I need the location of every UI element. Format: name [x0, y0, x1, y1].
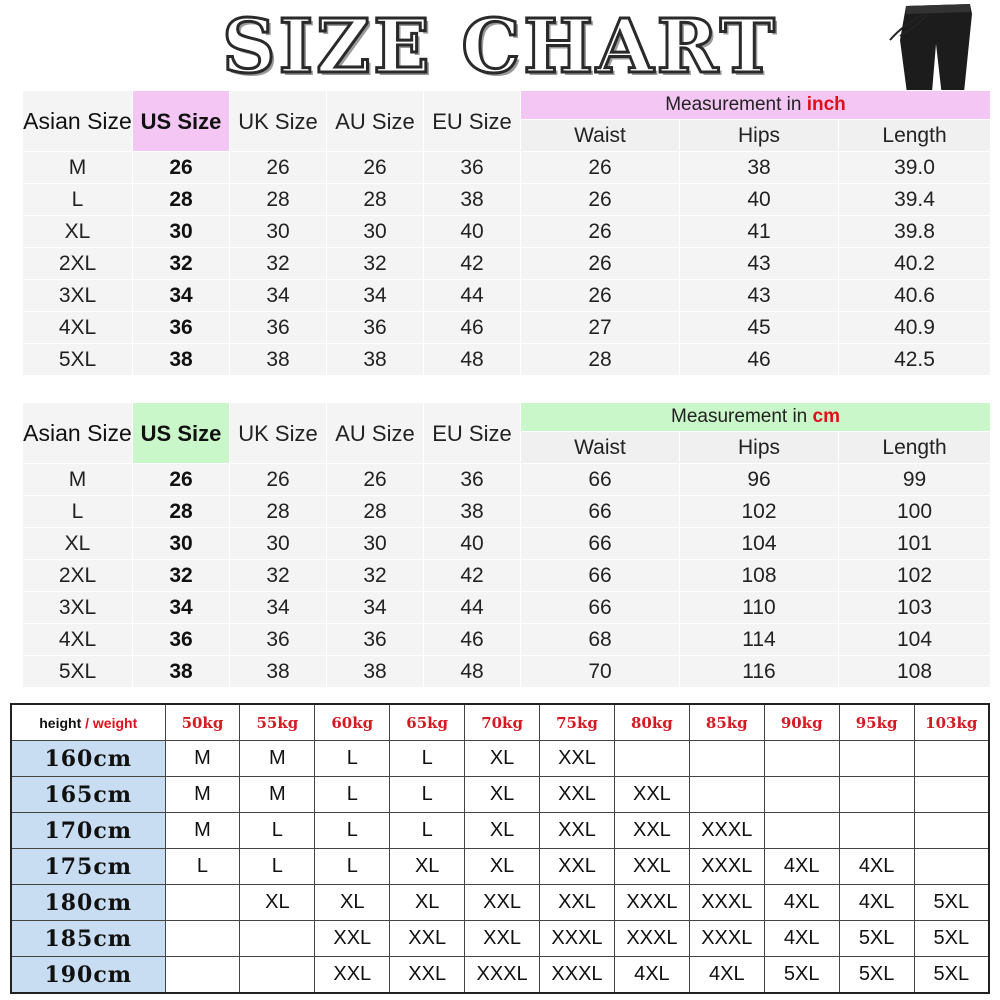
cell-asian-size: M — [23, 152, 133, 184]
cell-asian-size: L — [23, 184, 133, 216]
cell-asian-size: XL — [23, 216, 133, 248]
measurement-prefix: Measurement in — [671, 406, 813, 428]
cell-us-size: 34 — [133, 592, 230, 624]
cell-waist: 26 — [521, 248, 680, 280]
cell-hips: 43 — [680, 280, 839, 312]
cell-length: 99 — [839, 464, 991, 496]
size-cell: 4XL — [839, 885, 914, 921]
size-cell: XXXL — [540, 921, 615, 957]
cell-us-size: 32 — [133, 560, 230, 592]
size-cell: XXXL — [614, 921, 689, 957]
cell-us-size: 26 — [133, 152, 230, 184]
size-cell: XXL — [540, 741, 615, 777]
table-row — [23, 216, 991, 248]
cell-waist: 28 — [521, 344, 680, 376]
table-row — [23, 248, 991, 280]
cell-length: 40.6 — [839, 280, 991, 312]
size-cell: XXL — [465, 885, 540, 921]
cell-asian-size: 3XL — [23, 280, 133, 312]
size-cell: M — [165, 741, 240, 777]
header-length: Length — [839, 432, 991, 464]
height-weight-table — [10, 703, 990, 994]
size-cell: XL — [465, 849, 540, 885]
cell-waist: 66 — [521, 592, 680, 624]
cell-uk-size: 28 — [230, 184, 327, 216]
cell-length: 108 — [839, 656, 991, 688]
weight-header: 95kg — [839, 704, 914, 741]
weight-header: 80kg — [614, 704, 689, 741]
size-cell: 5XL — [914, 957, 989, 994]
cell-hips: 38 — [680, 152, 839, 184]
size-cell: 4XL — [839, 849, 914, 885]
size-cell: XXL — [540, 885, 615, 921]
size-cell: L — [390, 813, 465, 849]
cell-us-size: 36 — [133, 312, 230, 344]
cell-eu-size: 36 — [424, 464, 521, 496]
cell-au-size: 28 — [327, 496, 424, 528]
cell-hips: 46 — [680, 344, 839, 376]
cell-hips: 45 — [680, 312, 839, 344]
weight-header: 70kg — [465, 704, 540, 741]
size-cell: M — [240, 777, 315, 813]
size-cell: 5XL — [914, 885, 989, 921]
cell-uk-size: 36 — [230, 312, 327, 344]
cell-us-size: 28 — [133, 496, 230, 528]
size-cell — [914, 813, 989, 849]
size-cell — [839, 777, 914, 813]
header-eu-size: EU Size — [424, 91, 521, 152]
header-au-size: AU Size — [327, 403, 424, 464]
size-table-inch — [22, 90, 991, 376]
cell-eu-size: 46 — [424, 312, 521, 344]
cell-us-size: 38 — [133, 656, 230, 688]
table-row — [11, 921, 989, 957]
size-cell — [914, 777, 989, 813]
header-measurement-cm — [521, 403, 991, 432]
cell-uk-size: 34 — [230, 280, 327, 312]
height-label: 185cm — [11, 921, 165, 957]
size-cell: XXL — [540, 777, 615, 813]
cell-length: 40.9 — [839, 312, 991, 344]
size-cell: 4XL — [689, 957, 764, 994]
table-row — [23, 464, 991, 496]
cell-waist: 70 — [521, 656, 680, 688]
cell-asian-size: 2XL — [23, 248, 133, 280]
size-cell — [914, 849, 989, 885]
header-asian-size: Asian Size — [23, 91, 133, 152]
size-cell: XL — [465, 777, 540, 813]
header-uk-size: UK Size — [230, 91, 327, 152]
size-cell — [839, 741, 914, 777]
size-cell: XXXL — [689, 885, 764, 921]
cell-uk-size: 32 — [230, 560, 327, 592]
cell-asian-size: 5XL — [23, 656, 133, 688]
measurement-unit: cm — [812, 406, 840, 428]
size-cell: 5XL — [839, 921, 914, 957]
cell-eu-size: 42 — [424, 248, 521, 280]
height-label: 190cm — [11, 957, 165, 994]
size-cell: L — [315, 849, 390, 885]
page-title: SIZE CHART — [222, 4, 778, 90]
size-cell: L — [390, 741, 465, 777]
weight-header: 85kg — [689, 704, 764, 741]
cell-uk-size: 38 — [230, 344, 327, 376]
header-waist: Waist — [521, 432, 680, 464]
table-row — [11, 813, 989, 849]
size-cell: XXXL — [689, 921, 764, 957]
size-cell: XXL — [540, 813, 615, 849]
cell-hips: 41 — [680, 216, 839, 248]
cell-waist: 68 — [521, 624, 680, 656]
size-cell: M — [240, 741, 315, 777]
cell-us-size: 38 — [133, 344, 230, 376]
cell-waist: 66 — [521, 464, 680, 496]
size-cell: 4XL — [614, 957, 689, 994]
weight-header: 55kg — [240, 704, 315, 741]
size-cell — [689, 777, 764, 813]
cell-eu-size: 48 — [424, 344, 521, 376]
size-cell: L — [315, 813, 390, 849]
weight-header: 60kg — [315, 704, 390, 741]
cell-length: 39.4 — [839, 184, 991, 216]
cell-au-size: 30 — [327, 528, 424, 560]
corner-separator: / — [81, 714, 93, 731]
size-cell: L — [240, 813, 315, 849]
height-label: 170cm — [11, 813, 165, 849]
weight-header: 103kg — [914, 704, 989, 741]
size-cell: 4XL — [764, 849, 839, 885]
cell-length: 104 — [839, 624, 991, 656]
cell-asian-size: 3XL — [23, 592, 133, 624]
cell-hips: 114 — [680, 624, 839, 656]
height-label: 175cm — [11, 849, 165, 885]
size-cell — [914, 741, 989, 777]
cell-eu-size: 48 — [424, 656, 521, 688]
cell-asian-size: M — [23, 464, 133, 496]
cell-eu-size: 40 — [424, 216, 521, 248]
size-cell: 5XL — [764, 957, 839, 994]
cell-length: 40.2 — [839, 248, 991, 280]
table-row — [23, 560, 991, 592]
cell-hips: 40 — [680, 184, 839, 216]
cell-au-size: 28 — [327, 184, 424, 216]
cell-uk-size: 32 — [230, 248, 327, 280]
size-cell: M — [165, 777, 240, 813]
cell-eu-size: 38 — [424, 496, 521, 528]
table-row — [23, 496, 991, 528]
size-cell: L — [165, 849, 240, 885]
table-row — [23, 344, 991, 376]
size-cell: 5XL — [839, 957, 914, 994]
corner-height-label: height — [39, 714, 82, 731]
cell-us-size: 30 — [133, 528, 230, 560]
cell-asian-size: 4XL — [23, 624, 133, 656]
size-cell: L — [240, 849, 315, 885]
size-cell: XXL — [390, 957, 465, 994]
weight-header: 75kg — [540, 704, 615, 741]
cell-asian-size: 5XL — [23, 344, 133, 376]
cell-waist: 66 — [521, 528, 680, 560]
header-eu-size: EU Size — [424, 403, 521, 464]
table-row — [11, 957, 989, 994]
size-cell: XXL — [614, 777, 689, 813]
measurement-prefix: Measurement in — [665, 94, 807, 116]
table-row — [23, 592, 991, 624]
cell-us-size: 32 — [133, 248, 230, 280]
cell-eu-size: 46 — [424, 624, 521, 656]
size-cell: L — [315, 777, 390, 813]
cell-au-size: 32 — [327, 248, 424, 280]
header-waist: Waist — [521, 120, 680, 152]
size-cell: 4XL — [764, 885, 839, 921]
cell-length: 102 — [839, 560, 991, 592]
size-cell: XXXL — [465, 957, 540, 994]
size-cell: XXXL — [689, 813, 764, 849]
cell-waist: 26 — [521, 152, 680, 184]
cell-eu-size: 40 — [424, 528, 521, 560]
size-cell — [165, 957, 240, 994]
size-cell — [240, 921, 315, 957]
header-uk-size: UK Size — [230, 403, 327, 464]
size-cell — [689, 741, 764, 777]
cell-waist: 66 — [521, 560, 680, 592]
cell-eu-size: 44 — [424, 280, 521, 312]
height-weight-corner — [11, 704, 165, 741]
cell-us-size: 34 — [133, 280, 230, 312]
cell-au-size: 30 — [327, 216, 424, 248]
size-cell: XL — [465, 813, 540, 849]
cell-asian-size: 2XL — [23, 560, 133, 592]
table-row — [23, 624, 991, 656]
size-cell: XL — [465, 741, 540, 777]
cell-waist: 66 — [521, 496, 680, 528]
cell-eu-size: 44 — [424, 592, 521, 624]
cell-waist: 26 — [521, 280, 680, 312]
header-asian-size: Asian Size — [23, 403, 133, 464]
cell-eu-size: 38 — [424, 184, 521, 216]
cell-hips: 43 — [680, 248, 839, 280]
size-cell — [839, 813, 914, 849]
cell-waist: 26 — [521, 216, 680, 248]
cell-us-size: 26 — [133, 464, 230, 496]
cell-uk-size: 34 — [230, 592, 327, 624]
cell-us-size: 30 — [133, 216, 230, 248]
header-hips: Hips — [680, 432, 839, 464]
corner-weight-label: weight — [92, 714, 138, 731]
cell-eu-size: 42 — [424, 560, 521, 592]
table-row — [23, 184, 991, 216]
table-row — [23, 152, 991, 184]
size-cell: XXXL — [540, 957, 615, 994]
cell-hips: 110 — [680, 592, 839, 624]
header-au-size: AU Size — [327, 91, 424, 152]
size-cell: 4XL — [764, 921, 839, 957]
cell-length: 101 — [839, 528, 991, 560]
size-cell: XXL — [614, 849, 689, 885]
table-row — [23, 656, 991, 688]
height-label: 160cm — [11, 741, 165, 777]
cell-uk-size: 26 — [230, 464, 327, 496]
cell-uk-size: 30 — [230, 216, 327, 248]
header-measurement-inch — [521, 91, 991, 120]
cell-au-size: 38 — [327, 656, 424, 688]
table-row — [23, 280, 991, 312]
cell-waist: 26 — [521, 184, 680, 216]
cell-asian-size: XL — [23, 528, 133, 560]
cell-hips: 96 — [680, 464, 839, 496]
size-cell — [165, 885, 240, 921]
cell-uk-size: 30 — [230, 528, 327, 560]
cell-asian-size: L — [23, 496, 133, 528]
cell-hips: 108 — [680, 560, 839, 592]
size-cell: XXL — [315, 957, 390, 994]
cell-asian-size: 4XL — [23, 312, 133, 344]
cell-length: 103 — [839, 592, 991, 624]
cell-waist: 27 — [521, 312, 680, 344]
size-cell — [240, 957, 315, 994]
cell-uk-size: 26 — [230, 152, 327, 184]
cell-eu-size: 36 — [424, 152, 521, 184]
cell-au-size: 36 — [327, 624, 424, 656]
cell-au-size: 34 — [327, 280, 424, 312]
header-us-size: US Size — [133, 403, 230, 464]
table-row — [23, 528, 991, 560]
size-cell: XL — [240, 885, 315, 921]
size-cell: XL — [315, 885, 390, 921]
header-length: Length — [839, 120, 991, 152]
size-cell: XXL — [614, 813, 689, 849]
cell-us-size: 36 — [133, 624, 230, 656]
cell-au-size: 26 — [327, 152, 424, 184]
cell-length: 39.8 — [839, 216, 991, 248]
size-cell — [165, 921, 240, 957]
cell-length: 39.0 — [839, 152, 991, 184]
size-table-cm — [22, 402, 991, 688]
size-cell — [614, 741, 689, 777]
size-cell: XL — [390, 849, 465, 885]
size-cell — [764, 777, 839, 813]
size-cell: 5XL — [914, 921, 989, 957]
cell-au-size: 32 — [327, 560, 424, 592]
cell-length: 100 — [839, 496, 991, 528]
cell-au-size: 26 — [327, 464, 424, 496]
cell-uk-size: 28 — [230, 496, 327, 528]
weight-header: 90kg — [764, 704, 839, 741]
table-row — [11, 849, 989, 885]
cell-hips: 102 — [680, 496, 839, 528]
cell-au-size: 34 — [327, 592, 424, 624]
cell-us-size: 28 — [133, 184, 230, 216]
size-cell: XXXL — [689, 849, 764, 885]
size-cell: XXL — [315, 921, 390, 957]
cell-uk-size: 36 — [230, 624, 327, 656]
cell-au-size: 36 — [327, 312, 424, 344]
cell-hips: 116 — [680, 656, 839, 688]
cell-hips: 104 — [680, 528, 839, 560]
table-row — [23, 312, 991, 344]
height-label: 180cm — [11, 885, 165, 921]
cell-uk-size: 38 — [230, 656, 327, 688]
table-row — [11, 885, 989, 921]
size-cell: XXL — [390, 921, 465, 957]
size-cell: L — [315, 741, 390, 777]
size-cell: M — [165, 813, 240, 849]
size-cell: XL — [390, 885, 465, 921]
height-label: 165cm — [11, 777, 165, 813]
weight-header: 65kg — [390, 704, 465, 741]
header-hips: Hips — [680, 120, 839, 152]
size-cell — [764, 813, 839, 849]
cell-au-size: 38 — [327, 344, 424, 376]
measurement-unit: inch — [806, 94, 846, 116]
cell-length: 42.5 — [839, 344, 991, 376]
header-us-size: US Size — [133, 91, 230, 152]
size-cell: XXL — [465, 921, 540, 957]
table-row — [11, 777, 989, 813]
size-cell — [764, 741, 839, 777]
size-cell: XXL — [540, 849, 615, 885]
size-cell: L — [390, 777, 465, 813]
table-row — [11, 741, 989, 777]
weight-header: 50kg — [165, 704, 240, 741]
size-cell: XXXL — [614, 885, 689, 921]
